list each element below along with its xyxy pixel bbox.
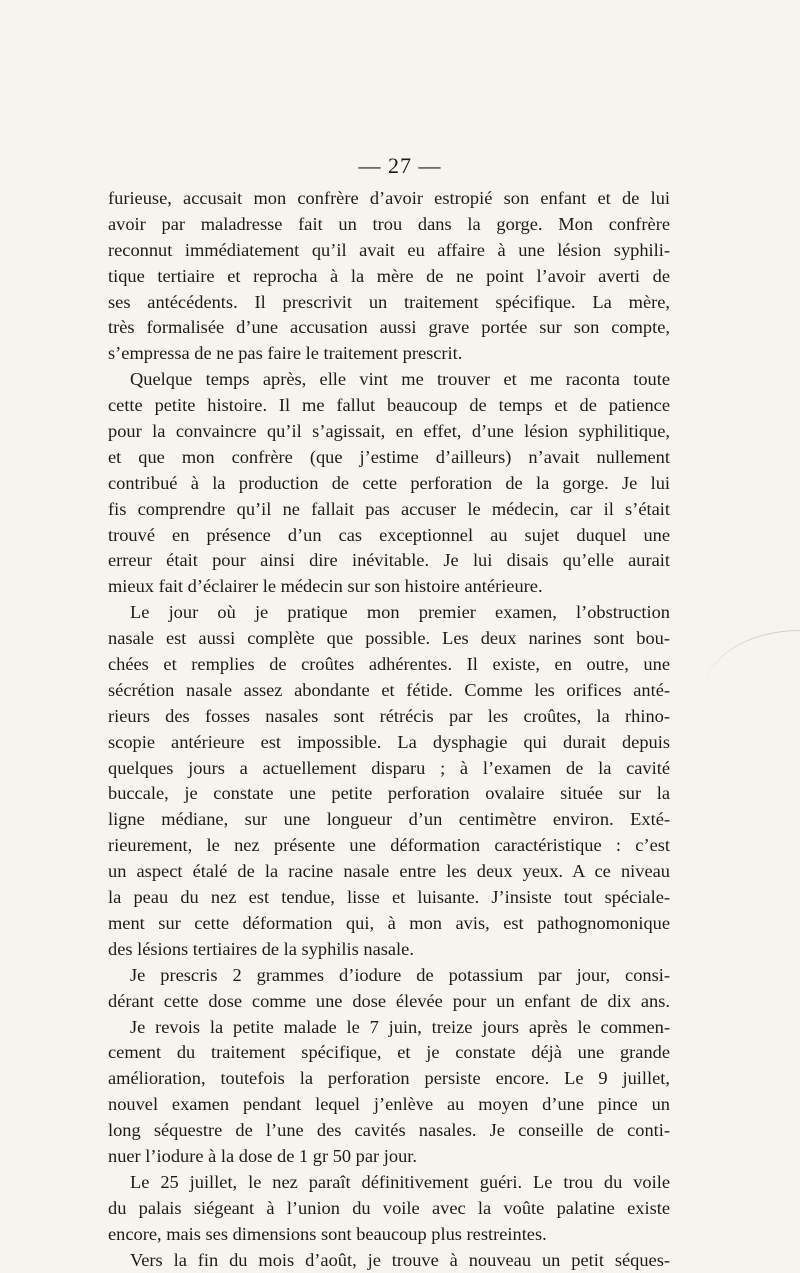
text-line: rieurs des fosses nasales sont rétrécis par les croûtes, la rhino-: [108, 705, 670, 726]
text-line: nuer l’iodure à la dose de 1 gr 50 par jour.: [108, 1145, 417, 1166]
page-crease: [705, 630, 800, 691]
text-line: cette petite histoire. Il me fallut beaucoup de temps et de patience: [108, 395, 670, 416]
text-line: ment sur cette déformation qui, à mon avis, est pathognomonique: [108, 912, 670, 933]
text-line: la peau du nez est tendue, lisse et luisante. J’insiste tout spéciale-: [108, 887, 670, 908]
text-line: contribué à la production de cette perforation de la gorge. Je lui: [108, 472, 670, 493]
text-line: reconnut immédiatement qu’il avait eu affaire à une lésion syphili-: [108, 239, 670, 260]
text-line: long séquestre de l’une des cavités nasales. Je conseille de conti-: [108, 1120, 670, 1141]
text-line: dérant cette dose comme une dose élevée pour un enfant de dix ans.: [108, 990, 670, 1011]
text-line: cement du traitement spécifique, et je constate déjà une grande: [108, 1042, 670, 1063]
text-line: Quelque temps après, elle vint me trouver et me raconta toute: [130, 369, 670, 390]
text-line: avoir par maladresse fait un trou dans la gorge. Mon confrère: [108, 213, 670, 234]
text-line: très formalisée d’une accusation aussi grave portée sur son compte,: [108, 317, 670, 338]
text-line: encore, mais ses dimensions sont beaucoup plus restreintes.: [108, 1223, 547, 1244]
text-line: furieuse, accusait mon confrère d’avoir estropié son enfant et de lui: [108, 188, 670, 208]
text-line: Je revois la petite malade le 7 juin, treize jours après le commen-: [130, 1016, 670, 1037]
text-line: s’empressa de ne pas faire le traitement prescrit.: [108, 343, 463, 364]
text-line: ses antécédents. Il prescrivit un traitement spécifique. La mère,: [108, 291, 670, 312]
body-text: [108, 186, 670, 1273]
text-line: mieux fait d’éclairer le médecin sur son histoire antérieure.: [108, 576, 543, 597]
text-line: amélioration, toutefois la perforation persiste encore. Le 9 juillet,: [108, 1068, 670, 1089]
text-line: et que mon confrère (que j’estime d’ailleurs) n’avait nullement: [108, 446, 670, 467]
text-line: scopie antérieure est impossible. La dysphagie qui durait depuis: [108, 731, 670, 752]
text-line: tique tertiaire et reprocha à la mère de ne point l’avoir averti de: [108, 265, 670, 286]
text-line: Je prescris 2 grammes d’iodure de potassium par jour, consi-: [130, 964, 670, 985]
text-line: erreur était pour ainsi dire inévitable. Je lui disais qu’elle aurait: [108, 550, 670, 571]
text-line: chées et remplies de croûtes adhérentes. Il existe, en outre, une: [108, 654, 670, 675]
text-line: quelques jours a actuellement disparu ; à l’examen de la cavité: [108, 757, 670, 778]
text-line: ligne médiane, sur une longueur d’un centimètre environ. Exté-: [108, 809, 670, 830]
text-line: fis comprendre qu’il ne fallait pas accuser le médecin, car il s’était: [108, 498, 670, 519]
text-line: trouvé en présence d’un cas exceptionnel au sujet duquel une: [108, 524, 670, 545]
text-line: pour la convaincre qu’il s’agissait, en effet, d’une lésion syphilitique,: [108, 421, 670, 442]
text-line: des lésions tertiaires de la syphilis nasale.: [108, 938, 414, 959]
text-line: nasale est aussi complète que possible. Les deux narines sont bou-: [108, 628, 670, 649]
text-line: sécrétion nasale assez abondante et fétide. Comme les orifices anté-: [108, 679, 670, 700]
text-line: un aspect étalé de la racine nasale entre les deux yeux. A ce niveau: [108, 861, 670, 882]
text-line: Vers la fin du mois d’août, je trouve à nouveau un petit séques-: [130, 1249, 670, 1270]
page-number: — 27 —: [358, 153, 442, 178]
text-line: rieurement, le nez présente une déformation caractéristique : c’est: [108, 835, 670, 856]
text-line: Le jour où je pratique mon premier examen, l’obstruction: [130, 602, 670, 623]
text-line: du palais siégeant à l’union du voile avec la voûte palatine existe: [108, 1197, 670, 1218]
text-line: nouvel examen pendant lequel j’enlève au moyen d’une pince un: [108, 1094, 670, 1115]
text-line: Le 25 juillet, le nez paraît définitivement guéri. Le trou du voile: [130, 1171, 670, 1192]
text-line: buccale, je constate une petite perforation ovalaire située sur la: [108, 783, 670, 804]
